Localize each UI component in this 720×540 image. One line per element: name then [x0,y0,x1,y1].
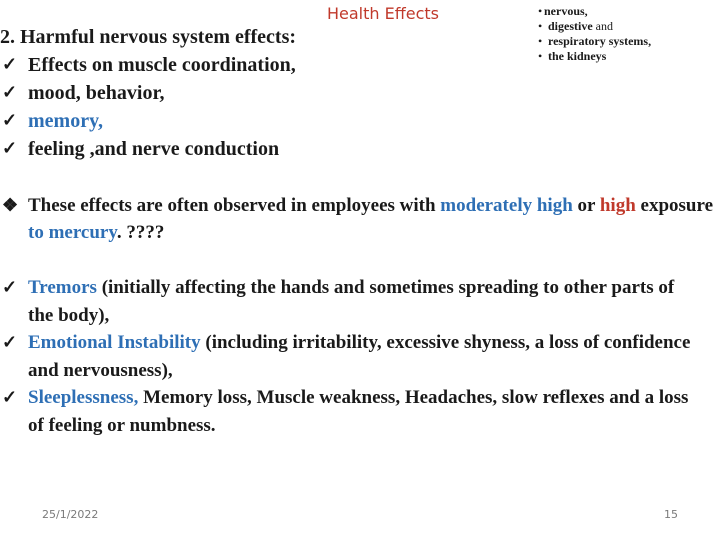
checkmark-icon: ✓ [2,82,18,102]
exposure-paragraph [0,192,718,246]
bullet-icon: • [538,19,543,33]
bullet-icon: • [538,4,543,18]
paragraph-text: These effects are often observed in employees with moderately high or high exposure to mercury. ???? [28,195,714,243]
check-item-text: Effects on muscle coordination, [28,54,296,76]
checkmark-icon: ✓ [2,138,18,158]
slide-title: Health Effects [327,4,440,23]
slide-number: 15 [664,508,678,521]
systems-item: • the kidneys [538,49,607,63]
systems-list [538,4,651,64]
bullet-icon: • [538,34,543,48]
section-heading: 2. Harmful nervous system effects: [0,26,297,48]
bullet-icon: • [538,49,543,63]
checkmark-icon: ✓ [2,332,18,352]
diamond-bullet-icon: ❖ [2,195,19,215]
checkmark-icon: ✓ [2,387,18,407]
checkmark-icon: ✓ [2,54,18,74]
symptom-item: ✓ Tremors (initially affecting the hands and sometimes spreading to other parts of the body), [0,274,700,329]
symptoms-list [0,274,700,439]
footer-date: 25/1/2022 [42,508,99,521]
check-item-text: memory, [28,110,103,132]
symptom-item: ✓ Sleeplessness, Memory loss, Muscle weakness, Headaches, slow reflexes and a loss of feeling or numbness. [0,384,700,439]
checkmark-icon: ✓ [2,277,18,297]
systems-item: • respiratory systems, [538,34,652,48]
check-item-text: mood, behavior, [28,82,165,104]
checkmark-icon: ✓ [2,110,18,130]
check-item-text: feeling ,and nerve conduction [28,138,280,160]
systems-item: • digestive and [538,19,613,33]
symptom-item: ✓ Emotional Instability (including irritability, excessive shyness, a loss of confidence and nervousness), [0,329,700,384]
systems-item: • nervous, [538,4,588,18]
